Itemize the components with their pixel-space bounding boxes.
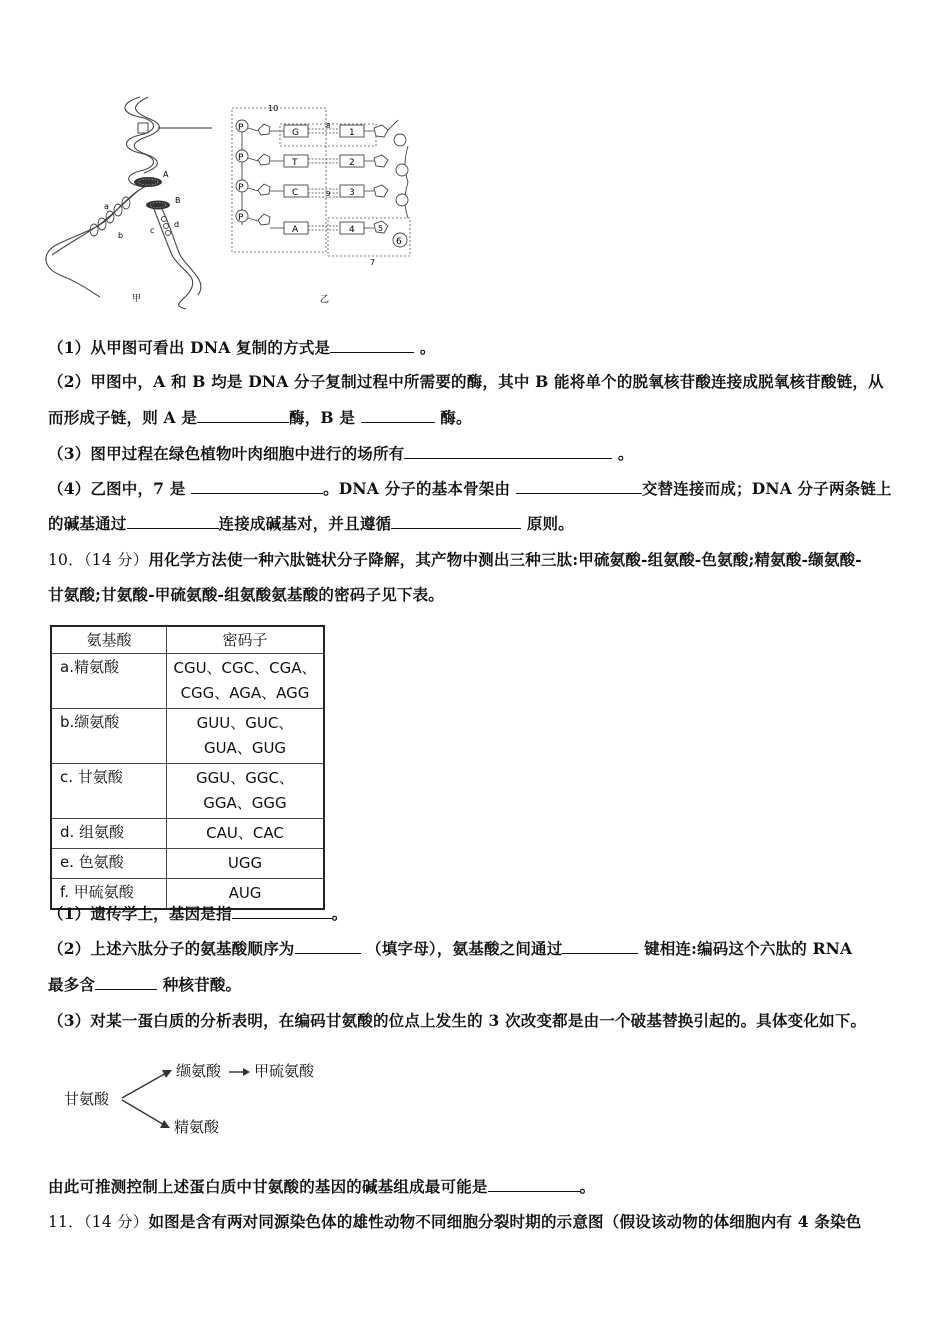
table-header-codon: 密码子: [167, 626, 325, 654]
figure-jia-dna-replication: [40, 95, 225, 310]
num-5: 5: [378, 224, 384, 233]
q9-line-2a: （2）甲图中，A 和 B 均是 DNA 分子复制过程中所需要的酶，其中 B 能将单个的脱氧核苷酸连接成脱氧核苷酸链，从: [48, 372, 884, 391]
base-T: T: [292, 158, 298, 168]
diagram-arginine: 精氨酸: [174, 1118, 220, 1136]
codon-cell: GUU、GUC、 GUA、GUG: [167, 709, 325, 764]
num-9: 9: [326, 190, 331, 198]
q10-line-3: （3）对某一蛋白质的分析表明，在编码甘氨酸的位点上发生的 3 次改变都是由一个破基替换引起的。具体变化如下。: [48, 1011, 867, 1030]
num-2: 2: [349, 158, 355, 168]
figure-yi-dna-structure: [228, 100, 418, 312]
answer-blank[interactable]: [232, 904, 332, 919]
amino-acid-name: d. 组氨酸: [51, 819, 167, 849]
amino-acid-name: a.精氨酸: [51, 654, 167, 709]
q11-line-1: 11．（14 分）如图是含有两对同源染色体的雄性动物不同细胞分裂时期的示意图（假设该动物的体细胞内有 4 条染色: [48, 1212, 862, 1231]
q9-line-3: （3）图甲过程在绿色植物叶肉细胞中进行的场所有 。: [48, 444, 634, 463]
codon-cell: GGU、GGC、 GGA、GGG: [167, 764, 325, 819]
answer-blank[interactable]: [95, 975, 157, 990]
label-d: d: [174, 220, 180, 229]
phosphate-p: P: [238, 213, 244, 223]
codon-table: [50, 625, 325, 910]
q10-intro-line-1: 10．（14 分）用化学方法使一种六肽链状分子降解，其产物中测出三种三肽:甲硫氨酸-组氨酸-色氨酸;精氨酸-缬氨酸-: [48, 550, 862, 569]
table-row: [51, 709, 324, 764]
amino-acid-name: f. 甲硫氨酸: [51, 879, 167, 910]
label-c: c: [150, 226, 155, 235]
answer-blank[interactable]: [404, 444, 612, 459]
q10-intro-line-2: 甘氨酸;甘氨酸-甲硫氨酸-组氨酸氨基酸的密码子见下表。: [48, 585, 444, 604]
num-8: 8: [326, 122, 331, 130]
figure-jia-label: 甲: [132, 294, 142, 304]
q10-line-2b: 最多含 种核苷酸。: [48, 975, 242, 994]
num-7: 7: [370, 258, 376, 267]
answer-blank[interactable]: [516, 479, 642, 494]
amino-acid-name: b.缬氨酸: [51, 709, 167, 764]
amino-acid-name: e. 色氨酸: [51, 849, 167, 879]
figure-yi-label: 乙: [320, 295, 330, 305]
table-header-row: [51, 626, 324, 654]
answer-blank[interactable]: [562, 939, 638, 954]
base-A: A: [292, 225, 299, 235]
diagram-methionine: 甲硫氨酸: [254, 1062, 315, 1080]
table-header-amino-acid: 氨基酸: [51, 626, 167, 654]
num-10: 10: [268, 104, 279, 113]
table-row: [51, 764, 324, 819]
codon-cell: UGG: [167, 849, 325, 879]
mutation-diagram: [64, 1060, 344, 1146]
question-number: 11．（14 分）: [48, 1213, 149, 1231]
codon-cell: AUG: [167, 879, 325, 910]
num-4: 4: [349, 225, 355, 235]
base-G: G: [292, 128, 299, 138]
codon-cell: CGU、CGC、CGA、 CGG、AGA、AGG: [167, 654, 325, 709]
answer-blank[interactable]: [127, 514, 219, 529]
phosphate-p: P: [238, 123, 244, 133]
table-row: [51, 654, 324, 709]
question-number: 10．（14 分）: [48, 551, 149, 569]
answer-blank[interactable]: [391, 514, 521, 529]
label-b: b: [118, 231, 124, 240]
label-a: a: [104, 202, 109, 211]
diagram-arrows: [120, 1064, 180, 1136]
q10-line-2a: （2）上述六肽分子的氨基酸顺序为 （填字母），氨基酸之间通过 键相连:编码这个六肽的 RNA: [48, 939, 853, 958]
phosphate-p: P: [238, 183, 244, 193]
phosphate-p: P: [238, 153, 244, 163]
label-B: B: [175, 196, 181, 205]
answer-blank[interactable]: [191, 479, 323, 494]
q9-line-2b: 而形成子链，则 A 是 酶，B 是 酶。: [48, 408, 472, 427]
label-A: A: [163, 170, 169, 179]
diagram-glycine: 甘氨酸: [64, 1090, 110, 1108]
num-3: 3: [349, 188, 355, 198]
num-6: 6: [396, 237, 402, 247]
q9-line-4a: （4）乙图中，7 是 。DNA 分子的基本骨架由 交替连接而成；DNA 分子两条链上: [48, 479, 892, 498]
answer-blank[interactable]: [295, 939, 361, 954]
q10-line-1: （1）遗传学上，基因是指 。: [48, 904, 348, 923]
table-row: [51, 819, 324, 849]
base-C: C: [292, 188, 299, 198]
answer-blank[interactable]: [488, 1177, 580, 1192]
q9-line-1: （1）从甲图可看出 DNA 复制的方式是 。: [48, 338, 436, 357]
num-1: 1: [349, 128, 355, 138]
codon-cell: CAU、CAC: [167, 819, 325, 849]
diagram-arrow-right: [229, 1066, 251, 1078]
answer-blank[interactable]: [197, 408, 289, 423]
answer-blank[interactable]: [330, 338, 414, 353]
amino-acid-name: c. 甘氨酸: [51, 764, 167, 819]
diagram-valine: 缬氨酸: [176, 1062, 222, 1080]
table-row: [51, 849, 324, 879]
q9-line-4b: 的碱基通过 连接成碱基对，并且遵循 原则。: [48, 514, 574, 533]
answer-blank[interactable]: [361, 408, 435, 423]
q10-line-4: 由此可推测控制上述蛋白质中甘氨酸的基因的碱基组成最可能是 。: [48, 1177, 596, 1196]
